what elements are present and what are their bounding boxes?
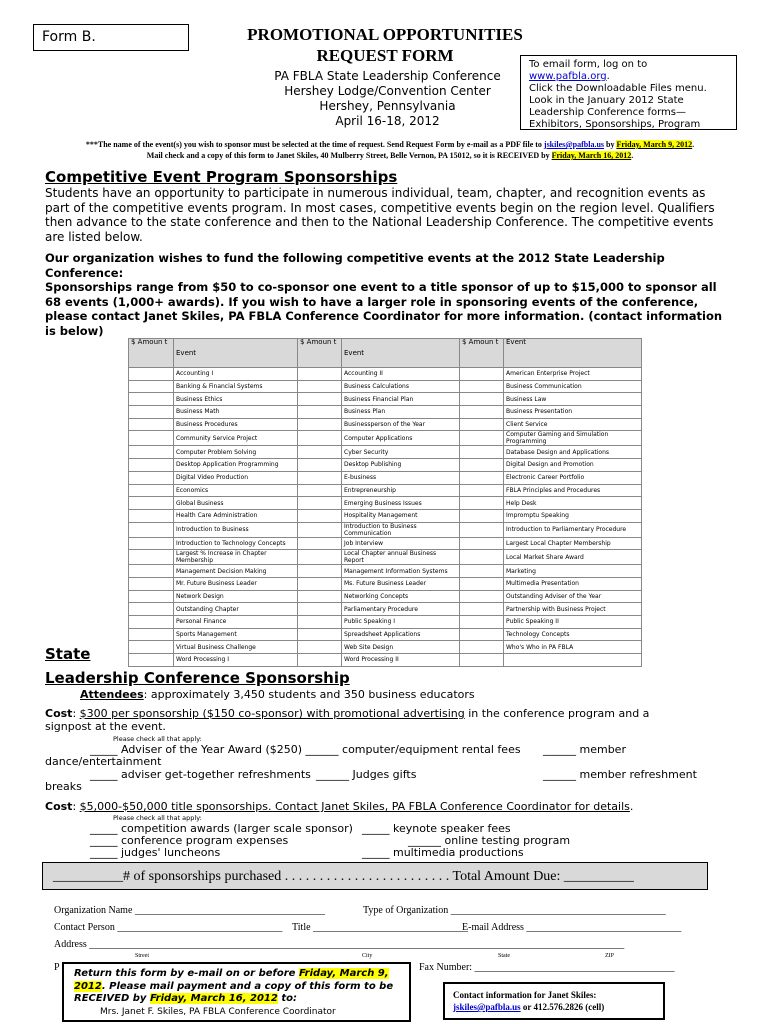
- table-row: [129, 590, 642, 603]
- leadership-sponsorship-heading: Leadership Conference Sponsorship: [45, 669, 350, 687]
- notice-text: ***The name of the event(s) you wish to sponsor must be selected at the time of request. Send Request Form by e-mail as a PDF file to: [85, 140, 544, 149]
- amount-cell[interactable]: [460, 641, 504, 654]
- amount-header: $ Amoun t: [460, 339, 504, 368]
- org-type-field[interactable]: Type of Organization ___________________________________________: [363, 905, 666, 916]
- email-box-punct: .: [606, 71, 610, 82]
- table-row: [129, 418, 642, 431]
- event-cell: Outstanding Chapter: [174, 603, 298, 616]
- event-cell: Local Market Share Award: [504, 550, 642, 565]
- event-cell: Digital Video Production: [174, 471, 298, 484]
- table-row: [129, 393, 642, 406]
- amount-cell[interactable]: [460, 565, 504, 578]
- event-cell: Health Care Administration: [174, 509, 298, 522]
- email-box-line: Leadership Conference forms—: [529, 107, 686, 118]
- amount-cell[interactable]: [129, 654, 174, 667]
- amount-cell[interactable]: [298, 471, 342, 484]
- cost-1-underlined: $300 per sponsorship ($150 co-sponsor) with promotional advertising: [79, 707, 465, 720]
- event-cell: Network Design: [174, 590, 298, 603]
- city-label: City: [362, 953, 373, 959]
- return-deadline-year: 2012: [74, 980, 102, 992]
- amount-cell[interactable]: [460, 418, 504, 431]
- amount-cell[interactable]: [129, 380, 174, 393]
- email-field[interactable]: E-mail Address _______________________________: [462, 922, 682, 933]
- fax-field[interactable]: Fax Number: ________________________________________: [419, 962, 675, 973]
- amount-cell[interactable]: [129, 628, 174, 641]
- option-adviser-refreshments[interactable]: _____ adviser get-together refreshments: [90, 768, 311, 781]
- amount-cell[interactable]: [460, 471, 504, 484]
- amount-cell[interactable]: [460, 446, 504, 459]
- amount-cell[interactable]: [129, 393, 174, 406]
- email-instructions-box: [520, 55, 737, 130]
- events-table: [128, 338, 642, 667]
- table-header-row: [129, 339, 642, 368]
- event-cell: Spreadsheet Applications: [342, 628, 460, 641]
- amount-cell[interactable]: [298, 406, 342, 419]
- table-row: [129, 565, 642, 578]
- event-cell: Marketing: [504, 565, 642, 578]
- table-row: [129, 459, 642, 472]
- event-cell: Local Chapter annual Business Report: [342, 550, 460, 565]
- amount-cell[interactable]: [460, 654, 504, 667]
- event-cell: Help Desk: [504, 497, 642, 510]
- cost-label: Cost: [45, 707, 73, 720]
- amount-cell[interactable]: [298, 446, 342, 459]
- event-cell: Impromptu Speaking: [504, 509, 642, 522]
- amount-cell[interactable]: [298, 484, 342, 497]
- amount-cell[interactable]: [298, 418, 342, 431]
- amount-cell[interactable]: [298, 550, 342, 565]
- attendees-text: : approximately 3,450 students and 350 business educators: [143, 688, 475, 701]
- event-cell: Accounting I: [174, 368, 298, 381]
- table-row: [129, 577, 642, 590]
- contact-info-box: [443, 982, 665, 1020]
- org-para-2: Sponsorships range from $50 to co-sponsor one event to a title sponsor of up to $15,000 to sponsor all 68 events (1,000+ awards). If you wish to have a larger role in sponsoring events of the conference, please contact Janet Skiles, PA FBLA Conference Coordinator for more information. (contact information is below): [45, 280, 723, 338]
- option-keynote-fees[interactable]: _____ keynote speaker fees: [362, 822, 511, 835]
- event-cell: Business Presentation: [504, 406, 642, 419]
- notice-text: by: [604, 140, 617, 149]
- amount-cell[interactable]: [129, 550, 174, 565]
- cost-2-rest: .: [629, 800, 634, 813]
- return-deadline-mail: Friday, March 16, 2012: [149, 993, 278, 1004]
- event-cell: Word Processing I: [174, 654, 298, 667]
- option-member-dance-cont: dance/entertainment: [45, 755, 162, 768]
- option-multimedia[interactable]: _____ multimedia productions: [362, 846, 524, 859]
- amount-cell[interactable]: [298, 616, 342, 629]
- cost-2-underlined: $5,000-$50,000 title sponsorships. Contact Janet Skiles, PA FBLA Conference Coordinator for details: [79, 800, 630, 813]
- check-all-label: Please check all that apply:: [113, 735, 202, 743]
- amount-cell[interactable]: [129, 616, 174, 629]
- event-cell: Business Law: [504, 393, 642, 406]
- event-cell: Community Service Project: [174, 431, 298, 446]
- email-box-line: Look in the January 2012 State: [529, 95, 684, 106]
- return-text: Return this form by e-mail on or before: [74, 968, 299, 979]
- amount-cell[interactable]: [298, 380, 342, 393]
- event-cell: Economics: [174, 484, 298, 497]
- table-row: [129, 368, 642, 381]
- org-para-1: Our organization wishes to fund the following competitive events at the 2012 State Leadership Conference:: [45, 251, 665, 280]
- submission-notice: [40, 139, 740, 161]
- event-cell: Public Speaking I: [342, 616, 460, 629]
- event-cell: Business Calculations: [342, 380, 460, 393]
- state-heading: State: [45, 645, 91, 663]
- email-box-line: Click the Downloadable Files menu.: [529, 83, 707, 94]
- amount-cell[interactable]: [129, 577, 174, 590]
- street-label: Street: [135, 953, 149, 959]
- event-cell: [504, 654, 642, 667]
- notice-deadline-email: Friday, March 9, 2012: [616, 140, 693, 149]
- attendees-label: Attendees: [80, 688, 144, 701]
- notice-email-link[interactable]: jskiles@pafbla.us: [543, 140, 605, 149]
- event-cell: Emerging Business Issues: [342, 497, 460, 510]
- event-cell: Virtual Business Challenge: [174, 641, 298, 654]
- amount-cell[interactable]: [460, 628, 504, 641]
- return-text: RECEIVED by: [74, 993, 150, 1004]
- organization-paragraph: [45, 251, 725, 338]
- amount-cell[interactable]: [460, 431, 504, 446]
- table-row: [129, 522, 642, 537]
- event-cell: Entrepreneurship: [342, 484, 460, 497]
- amount-cell[interactable]: [298, 565, 342, 578]
- event-cell: Computer Applications: [342, 431, 460, 446]
- amount-cell[interactable]: [460, 484, 504, 497]
- event-cell: Business Math: [174, 406, 298, 419]
- amount-cell[interactable]: [298, 509, 342, 522]
- amount-cell[interactable]: [460, 459, 504, 472]
- event-cell: Desktop Publishing: [342, 459, 460, 472]
- amount-cell[interactable]: [460, 509, 504, 522]
- event-cell: Global Business: [174, 497, 298, 510]
- event-cell: Networking Concepts: [342, 590, 460, 603]
- amount-cell[interactable]: [129, 368, 174, 381]
- event-cell: Business Plan: [342, 406, 460, 419]
- event-cell: Largest % Increase in Chapter Membership: [174, 550, 298, 565]
- table-row: [129, 550, 642, 565]
- phone-field[interactable]: P: [54, 962, 60, 973]
- cost-1-line2: signpost at the event.: [45, 720, 166, 733]
- event-cell: Hospitality Management: [342, 509, 460, 522]
- title-field[interactable]: Title _______________________________: [292, 922, 469, 933]
- event-cell: Business Communication: [504, 380, 642, 393]
- contact-phone: or 412.576.2826 (cell): [520, 1002, 605, 1012]
- table-row: [129, 406, 642, 419]
- title-line-2: REQUEST FORM: [316, 46, 454, 65]
- amount-cell[interactable]: [460, 380, 504, 393]
- amount-cell[interactable]: [460, 550, 504, 565]
- amount-cell[interactable]: [460, 603, 504, 616]
- amount-cell[interactable]: [460, 577, 504, 590]
- amount-cell[interactable]: [129, 459, 174, 472]
- event-cell: Web Site Design: [342, 641, 460, 654]
- option-judges-gifts[interactable]: ______ Judges gifts: [316, 768, 417, 781]
- event-cell: Management Information Systems: [342, 565, 460, 578]
- amount-cell[interactable]: [460, 590, 504, 603]
- form-label: Form B.: [33, 24, 189, 51]
- amount-cell[interactable]: [298, 393, 342, 406]
- event-cell: Outstanding Adviser of the Year: [504, 590, 642, 603]
- table-row: [129, 537, 642, 550]
- amount-cell[interactable]: [298, 577, 342, 590]
- event-cell: Personal Finance: [174, 616, 298, 629]
- notice-text: .: [692, 140, 695, 149]
- contact-title: Contact information for Janet Skiles:: [453, 990, 597, 1000]
- event-header: Event: [342, 339, 460, 368]
- table-row: [129, 616, 642, 629]
- event-cell: Business Procedures: [174, 418, 298, 431]
- amount-cell[interactable]: [298, 641, 342, 654]
- title-line-1: PROMOTIONAL OPPORTUNITIES: [247, 25, 523, 44]
- option-program-expenses[interactable]: _____ conference program expenses: [90, 834, 289, 847]
- event-cell: Technology Concepts: [504, 628, 642, 641]
- amount-cell[interactable]: [298, 654, 342, 667]
- amount-cell[interactable]: [129, 522, 174, 537]
- amount-header: $ Amoun t: [129, 339, 174, 368]
- table-row: [129, 471, 642, 484]
- table-row: [129, 497, 642, 510]
- event-cell: Business Financial Plan: [342, 393, 460, 406]
- competitive-heading: Competitive Event Program Sponsorships: [45, 168, 398, 186]
- event-cell: Introduction to Technology Concepts: [174, 537, 298, 550]
- amount-cell[interactable]: [460, 406, 504, 419]
- event-cell: Computer Gaming and Simulation Programming: [504, 431, 642, 446]
- amount-cell[interactable]: [298, 522, 342, 537]
- amount-cell[interactable]: [298, 368, 342, 381]
- amount-cell[interactable]: [298, 590, 342, 603]
- cost-colon: :: [72, 707, 80, 720]
- table-row: [129, 484, 642, 497]
- amount-cell[interactable]: [129, 446, 174, 459]
- table-row: [129, 603, 642, 616]
- amount-cell[interactable]: [129, 471, 174, 484]
- event-cell: Management Decision Making: [174, 565, 298, 578]
- event-cell: Database Design and Applications: [504, 446, 642, 459]
- cost-colon: :: [72, 800, 80, 813]
- amount-cell[interactable]: [298, 603, 342, 616]
- amount-cell[interactable]: [129, 565, 174, 578]
- table-row: [129, 446, 642, 459]
- event-cell: American Enterprise Project: [504, 368, 642, 381]
- event-cell: Public Speaking II: [504, 616, 642, 629]
- option-adviser-award[interactable]: _____ Adviser of the Year Award ($250) ______ computer/equipment rental fees: [90, 743, 521, 756]
- table-row: [129, 431, 642, 446]
- amount-cell[interactable]: [129, 484, 174, 497]
- total-summary-box[interactable]: __________# of sponsorships purchased . . . . . . . . . . . . . . . . . . . . . . . . Total Amount Due: __________: [42, 862, 708, 890]
- return-text: . Please mail payment and a copy of this form to be: [101, 980, 394, 992]
- amount-cell[interactable]: [129, 537, 174, 550]
- attendees-line: [80, 688, 475, 701]
- event-cell: Introduction to Business: [174, 522, 298, 537]
- contact-person-field[interactable]: Contact Person _________________________________: [54, 922, 283, 933]
- amount-cell[interactable]: [129, 603, 174, 616]
- zip-label: ZIP: [605, 953, 614, 959]
- event-cell: Business Ethics: [174, 393, 298, 406]
- email-box-line: To email form, log on to: [529, 59, 648, 70]
- subhead-line: Hershey Lodge/Convention Center: [284, 84, 491, 98]
- amount-cell[interactable]: [298, 628, 342, 641]
- cost-label: Cost: [45, 800, 73, 813]
- option-competition-awards[interactable]: _____ competition awards (larger scale sponsor): [90, 822, 353, 835]
- notice-text: Mail check and a copy of this form to Janet Skiles, 40 Mulberry Street, Belle Vernon, PA 15012, so it is RECEIVED by: [146, 151, 552, 160]
- option-online-testing[interactable]: ______ online testing program: [408, 834, 571, 847]
- amount-cell[interactable]: [129, 497, 174, 510]
- page-title: [210, 24, 560, 66]
- event-cell: Multimedia Presentation: [504, 577, 642, 590]
- event-cell: Cyber Security: [342, 446, 460, 459]
- event-cell: Ms. Future Business Leader: [342, 577, 460, 590]
- table-row: [129, 654, 642, 667]
- amount-cell[interactable]: [298, 497, 342, 510]
- event-cell: Job Interview: [342, 537, 460, 550]
- cost-line-2: [45, 800, 745, 813]
- amount-cell[interactable]: [460, 522, 504, 537]
- notice-deadline-mail: Friday, March 16, 2012: [551, 151, 632, 160]
- event-cell: Word Processing II: [342, 654, 460, 667]
- event-header: Event: [174, 339, 298, 368]
- amount-cell[interactable]: [129, 431, 174, 446]
- check-all-label: Please check all that apply:: [113, 814, 202, 822]
- subhead-line: PA FBLA State Leadership Conference: [274, 69, 501, 83]
- return-recipient: Mrs. Janet F. Skiles, PA FBLA Conference Coordinator: [100, 1006, 336, 1017]
- event-cell: Accounting II: [342, 368, 460, 381]
- state-label: State: [498, 953, 510, 959]
- event-cell: Partnership with Business Project: [504, 603, 642, 616]
- amount-cell[interactable]: [298, 459, 342, 472]
- option-member-dance[interactable]: ______ member: [543, 743, 626, 756]
- option-member-refreshment-cont: breaks: [45, 780, 82, 793]
- event-cell: Introduction to Parliamentary Procedure: [504, 522, 642, 537]
- amount-cell[interactable]: [460, 616, 504, 629]
- cost-line-1: [45, 707, 735, 733]
- amount-cell[interactable]: [460, 537, 504, 550]
- event-cell: Banking & Financial Systems: [174, 380, 298, 393]
- cost-1-rest: in the conference program and a: [464, 707, 650, 720]
- table-row: [129, 380, 642, 393]
- org-name-field[interactable]: Organization Name ______________________________________: [54, 905, 325, 916]
- event-cell: Digital Design and Promotion: [504, 459, 642, 472]
- event-cell: Electronic Career Portfolio: [504, 471, 642, 484]
- amount-cell[interactable]: [129, 509, 174, 522]
- email-box-line: Exhibitors, Sponsorships, Program: [529, 119, 701, 130]
- pafbla-link[interactable]: www.pafbla.org: [529, 71, 607, 82]
- notice-text: .: [631, 151, 634, 160]
- event-cell: FBLA Principles and Procedures: [504, 484, 642, 497]
- event-cell: Client Service: [504, 418, 642, 431]
- table-row: [129, 641, 642, 654]
- event-cell: Sports Management: [174, 628, 298, 641]
- return-deadline-email: Friday, March 9,: [298, 968, 389, 979]
- event-cell: E-business: [342, 471, 460, 484]
- event-cell: Introduction to Business Communication: [342, 522, 460, 537]
- amount-cell[interactable]: [129, 406, 174, 419]
- event-cell: Businessperson of the Year: [342, 418, 460, 431]
- amount-cell[interactable]: [298, 431, 342, 446]
- amount-cell[interactable]: [460, 497, 504, 510]
- return-instructions-box: [62, 962, 411, 1022]
- amount-cell[interactable]: [129, 641, 174, 654]
- amount-cell[interactable]: [129, 418, 174, 431]
- option-member-refreshment[interactable]: ______ member refreshment: [543, 768, 697, 781]
- event-header: Event: [504, 339, 642, 368]
- amount-cell[interactable]: [460, 368, 504, 381]
- event-cell: Mr. Future Business Leader: [174, 577, 298, 590]
- event-cell: Who's Who in PA FBLA: [504, 641, 642, 654]
- conference-subhead: [255, 69, 520, 129]
- competitive-paragraph: Students have an opportunity to participate in numerous individual, team, chapter, and recognition events as part of the competitive events program. In most cases, competitive events begin on the region level. Qualifiers then advance to the state conference and then to the National Leadership Conference. The competitive events are listed below.: [45, 186, 715, 244]
- option-judges-luncheons[interactable]: _____ judges' luncheons: [90, 846, 221, 859]
- subhead-line: Hershey, Pennsylvania: [319, 99, 456, 113]
- event-cell: Largest Local Chapter Membership: [504, 537, 642, 550]
- event-cell: Computer Problem Solving: [174, 446, 298, 459]
- table-row: [129, 509, 642, 522]
- amount-cell[interactable]: [298, 537, 342, 550]
- contact-email-link[interactable]: jskiles@pafbla.us: [453, 1002, 521, 1012]
- event-cell: Desktop Application Programming: [174, 459, 298, 472]
- subhead-line: April 16-18, 2012: [335, 114, 440, 128]
- amount-cell[interactable]: [460, 393, 504, 406]
- amount-cell[interactable]: [129, 590, 174, 603]
- event-cell: Parliamentary Procedure: [342, 603, 460, 616]
- return-text: to:: [277, 993, 297, 1004]
- amount-header: $ Amoun t: [298, 339, 342, 368]
- address-field[interactable]: Address ___________________________________________________________________________________________________________: [54, 939, 625, 950]
- table-row: [129, 628, 642, 641]
